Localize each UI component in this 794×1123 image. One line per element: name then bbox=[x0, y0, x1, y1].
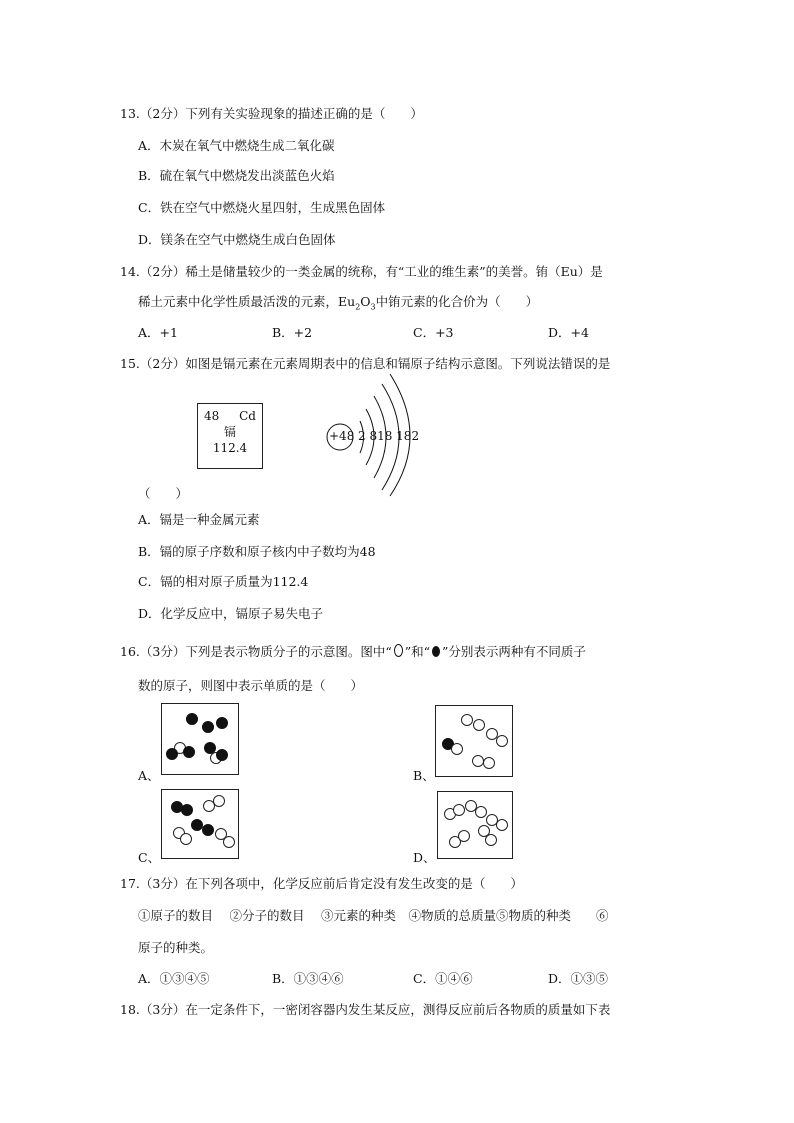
white-atom bbox=[458, 830, 470, 842]
molecule-box-b bbox=[435, 705, 513, 777]
black-atom bbox=[186, 713, 198, 725]
q16-stem-line2: 数的原子，则图中表示单质的是（ ） bbox=[138, 678, 364, 693]
q16-label-d: D、 bbox=[413, 850, 436, 865]
white-atom bbox=[453, 804, 465, 816]
q17-items-line2: 原子的种类。 bbox=[138, 940, 214, 955]
nucleus-charge: +48 bbox=[329, 429, 355, 443]
q14-option-d: D．+4 bbox=[548, 325, 589, 340]
q17-option-b: B．①③④⑥ bbox=[272, 971, 344, 986]
q14-stem-line2-post: 中铕元素的化合价为（ ） bbox=[375, 294, 539, 309]
black-atom-icon bbox=[432, 646, 440, 657]
q13-stem: 13.（2分）下列有关实验现象的描述正确的是（ ） bbox=[120, 106, 423, 121]
q13-option-a: A．木炭在氧气中燃烧生成二氧化碳 bbox=[138, 138, 335, 153]
atomic-number: 48 bbox=[204, 409, 220, 423]
q16-label-a: A、 bbox=[138, 768, 160, 783]
black-atom bbox=[181, 804, 193, 816]
q18-stem: 18.（3分）在一定条件下，一密闭容器内发生某反应，测得反应前后各物质的质量如下表 bbox=[120, 1002, 611, 1017]
element-symbol: Cd bbox=[239, 409, 256, 423]
white-atom bbox=[475, 806, 487, 818]
q14-formula-sub1: 2 bbox=[355, 302, 361, 312]
q15-option-a: A．镉是一种金属元素 bbox=[138, 512, 260, 527]
q15-option-b: B．镉的原子序数和原子核内中子数均为48 bbox=[138, 544, 376, 559]
q13-option-c: C．铁在空气中燃烧火星四射，生成黑色固体 bbox=[138, 200, 386, 215]
q14-formula-sub2: 3 bbox=[370, 302, 376, 312]
white-atom bbox=[485, 834, 497, 846]
white-atom bbox=[213, 795, 225, 807]
atomic-mass: 112.4 bbox=[212, 441, 248, 455]
q15-stem: 15.（2分）如图是镉元素在元素周期表中的信息和镉原子结构示意图。下列说法错误的是 bbox=[120, 356, 611, 371]
electron-shell-counts: 2 818 182 bbox=[358, 429, 420, 443]
element-name: 镉 bbox=[223, 425, 236, 439]
black-atom bbox=[183, 746, 195, 758]
q17-option-a: A．①③④⑤ bbox=[138, 971, 210, 986]
q16-label-b: B、 bbox=[413, 768, 435, 783]
black-atom bbox=[166, 748, 178, 760]
q17-items-line1: ①原子的数目 ②分子的数目 ③元素的种类 ④物质的总质量⑤物质的种类 ⑥ bbox=[138, 908, 609, 923]
molecule-box-a bbox=[161, 703, 239, 775]
white-atom bbox=[473, 719, 485, 731]
q16-stem-part-b: ”和“ bbox=[404, 644, 431, 659]
black-atom bbox=[216, 749, 228, 761]
q13-option-d: D．镁条在空气中燃烧生成白色固体 bbox=[138, 232, 336, 247]
white-atom-icon bbox=[394, 644, 403, 657]
q16-stem-part-c: ”分别表示两种有不同质子 bbox=[442, 644, 586, 659]
q16-stem-line1 bbox=[120, 642, 586, 660]
q14-option-a: A．+1 bbox=[138, 325, 178, 340]
q14-option-c: C．+3 bbox=[413, 325, 454, 340]
q14-stem-line2 bbox=[138, 292, 538, 312]
white-atom bbox=[223, 836, 235, 848]
black-atom bbox=[216, 717, 228, 729]
q14-stem-line1: 14.（2分）稀土是储量较少的一类金属的统称，有“工业的维生素”的美誉。铕（Eu）是 bbox=[120, 264, 603, 279]
white-atom bbox=[496, 819, 508, 831]
q16-stem-part-a: 16.（3分）下列是表示物质分子的示意图。图中“ bbox=[120, 644, 392, 659]
molecule-box-c bbox=[161, 789, 239, 859]
q17-stem: 17.（3分）在下列各项中，化学反应前后肯定没有发生改变的是（ ） bbox=[120, 876, 523, 891]
black-atom bbox=[202, 824, 214, 836]
white-atom bbox=[451, 743, 463, 755]
q14-formula-o: O bbox=[360, 294, 371, 309]
white-atom bbox=[483, 757, 495, 769]
q15-option-c: C．镉的相对原子质量为112.4 bbox=[138, 574, 309, 589]
black-atom bbox=[202, 721, 214, 733]
q17-option-c: C．①④⑥ bbox=[413, 971, 473, 986]
q14-option-b: B．+2 bbox=[272, 325, 313, 340]
white-atom bbox=[461, 714, 473, 726]
q14-stem-line2-pre: 稀土元素中化学性质最活泼的元素，Eu bbox=[138, 294, 356, 309]
periodic-table-cell bbox=[197, 403, 263, 469]
q15-answer-paren: （ ） bbox=[138, 486, 189, 501]
white-atom bbox=[180, 833, 192, 845]
white-atom bbox=[496, 735, 508, 747]
q17-option-d: D．①③⑤ bbox=[548, 971, 609, 986]
q13-option-b: B．硫在氧气中燃烧发出淡蓝色火焰 bbox=[138, 168, 335, 183]
molecule-box-d bbox=[437, 791, 513, 859]
q15-option-d: D．化学反应中，镉原子易失电子 bbox=[138, 606, 324, 621]
q16-label-c: C、 bbox=[138, 850, 161, 865]
